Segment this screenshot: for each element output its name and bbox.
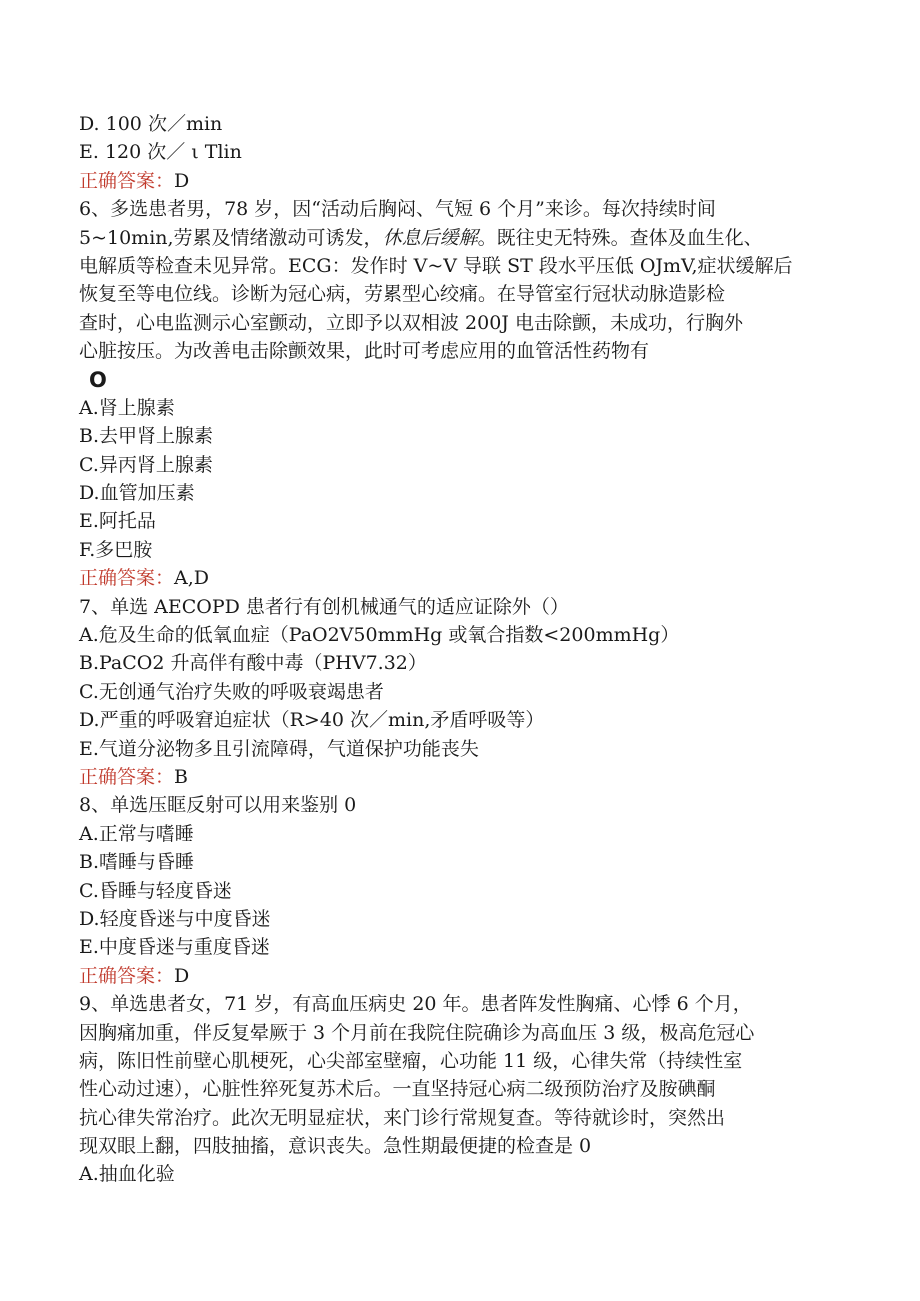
question-stem-line: 恢复至等电位线。诊断为冠心病，劳累型心绞痛。在导管室行冠状动脉造影检 <box>79 283 726 306</box>
answer-label: 正确答案： <box>79 765 175 788</box>
question-stem-line: 性心动过速），心脏性猝死复苏术后。一直坚持冠心病二级预防治疗及胺碘酮 <box>79 1078 716 1101</box>
answer-label: 正确答案： <box>79 964 175 987</box>
option-line: D. 100 次／min <box>79 113 223 135</box>
answer-label: 正确答案： <box>79 169 175 192</box>
option-line: B.嗜睡与昏睡 <box>79 851 195 874</box>
answer-value: D <box>174 169 190 192</box>
question-stem-line: 8、单选压眶反射可以用来鉴别 0 <box>79 794 357 817</box>
answer-line <box>79 167 849 195</box>
question-stem-line: 6、多选患者男，78 岁，因“活动后胸闷、气短 6 个月”来诊。每次持续时间 <box>79 198 716 221</box>
option-line: A.正常与嗜睡 <box>79 822 194 845</box>
option-line: D.轻度昏迷与中度昏迷 <box>79 907 271 930</box>
question-stem-line <box>79 224 849 252</box>
option-line: C.异丙肾上腺素 <box>79 453 213 476</box>
option-line: B.去甲肾上腺素 <box>79 425 214 448</box>
option-line: E. 120 次／ ι Tlin <box>79 141 242 164</box>
document-page <box>79 110 849 1189</box>
option-line: D.血管加压素 <box>79 482 195 505</box>
answer-line <box>79 763 849 791</box>
option-line: E.阿托品 <box>79 510 156 533</box>
stem-text: 。既往史无特殊。查体及血生化、 <box>477 226 763 249</box>
question-stem-line: 现双眼上翻，四肢抽搐，意识丧失。急性期最便捷的检查是 0 <box>79 1135 592 1158</box>
option-line: A.肾上腺素 <box>79 396 175 419</box>
option-line: C.无创通气治疗失败的呼吸衰竭患者 <box>79 680 384 703</box>
question-stem-line: 9、单选患者女，71 岁，有高血压病史 20 年。患者阵发性胸痛、心悸 6 个月， <box>79 993 752 1016</box>
option-line: A.抽血化验 <box>79 1163 175 1186</box>
option-line: B.PaCO2 升高伴有酸中毒（PHV7.32） <box>79 652 427 675</box>
answer-label: 正确答案： <box>79 567 175 590</box>
option-line: C.昏睡与轻度昏迷 <box>79 879 232 902</box>
answer-blank <box>79 366 849 394</box>
question-stem-line: 心脏按压。为改善电击除颤效果，此时可考虑应用的血管活性药物有 <box>79 340 650 363</box>
blank-mark: O <box>89 367 107 392</box>
option-line: E.气道分泌物多且引流障碍，气道保护功能丧失 <box>79 737 479 760</box>
stem-text-italic: 休息后缓解 <box>382 226 478 249</box>
question-stem-line: 电解质等检查未见异常。ECG：发作时 V~V 导联 ST 段水平压低 OJmV,症状缓解后 <box>79 254 793 277</box>
question-stem-line: 查时，心电监测示心室颤动，立即予以双相波 200J 电击除颤，未成功，行胸外 <box>79 311 743 334</box>
answer-value: D <box>174 964 190 987</box>
option-line: E.中度昏迷与重度昏迷 <box>79 936 270 959</box>
option-line: F.多巴胺 <box>79 538 153 561</box>
answer-value: A,D <box>174 567 210 590</box>
answer-line <box>79 962 849 990</box>
stem-text: 5~10min,劳累及情绪激动可诱发， <box>79 226 383 249</box>
question-stem-line: 抗心律失常治疗。此次无明显症状，来门诊行常规复查。等待就诊时，突然出 <box>79 1106 726 1129</box>
option-line: A.危及生命的低氧血症（PaO2V50mmHg 或氧合指数<200mmHg） <box>79 624 680 647</box>
option-line: D.严重的呼吸窘迫症状（R>40 次／min,矛盾呼吸等） <box>79 709 545 732</box>
answer-value: B <box>174 765 188 788</box>
question-stem-line: 病，陈旧性前壁心肌梗死，心尖部室壁瘤，心功能 11 级，心律失常（持续性室 <box>79 1049 743 1072</box>
question-stem-line: 因胸痛加重，伴反复晕厥于 3 个月前在我院住院确诊为高血压 3 级，极高危冠心 <box>79 1021 755 1044</box>
question-stem-line: 7、单选 AECOPD 患者行有创机械通气的适应证除外（） <box>79 595 569 618</box>
answer-line <box>79 564 849 592</box>
